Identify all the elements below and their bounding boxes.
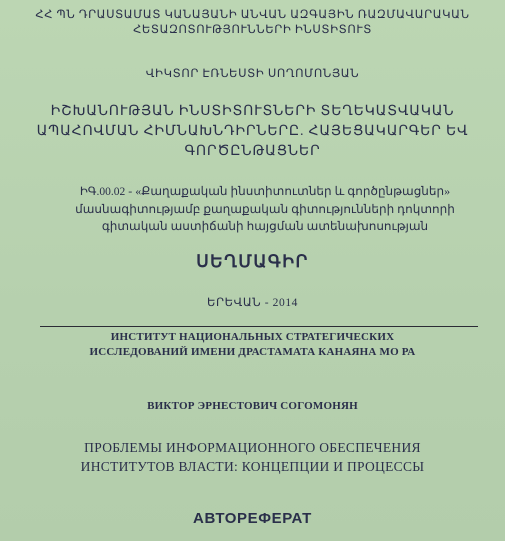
russian-institution [0, 330, 505, 360]
russian-title-line: ИНСТИТУТОВ ВЛАСТИ: КОНЦЕПЦИИ И ПРОЦЕССЫ [80, 459, 425, 474]
armenian-specialty [60, 183, 470, 235]
russian-abstract-label: АВТОРЕФЕРАТ [193, 510, 312, 527]
russian-author-name: ВИКТОР ЭРНЕСТОВИЧ СОГОМОНЯН [147, 400, 358, 412]
russian-institution-line: ИССЛЕДОВАНИЙ ИМЕНИ ДРАСТАМАТА КАНАЯНА МО РА [89, 346, 416, 358]
specialty-code: ԻԳ.00.02 [79, 186, 126, 198]
armenian-specialty-line [60, 183, 470, 201]
armenian-abstract-label: ՍԵՂՄԱԳԻՐ [196, 252, 309, 271]
russian-title [0, 438, 505, 476]
armenian-author-name: ՎԻԿՏՈՐ ԷՌՆԵՍՏԻ ՍՈՂՈՄՈՆՅԱՆ [145, 68, 360, 80]
armenian-title [0, 102, 505, 162]
armenian-institution-line: ՀԵՏԱԶՈՏՈՒԹՅՈՒՆՆԵՐԻ ԻՆՍՏԻՏՈՒՏ [133, 24, 372, 36]
armenian-institution [0, 8, 505, 38]
armenian-institution-line: ՀՀ ՊՆ ԴՐԱՍՏԱՄԱՏ ԿԱՆԱՅԱՆԻ ԱՆՎԱՆ ԱԶԳԱՅԻՆ ՌԱԶՄԱՎԱՐԱԿԱՆ [35, 9, 470, 21]
armenian-title-line: ԳՈՐԾԸՆԹԱՑՆԵՐ [184, 144, 321, 159]
russian-title-line: ПРОБЛЕМЫ ИНФОРМАЦИОННОГО ОБЕСПЕЧЕНИЯ [84, 440, 421, 455]
armenian-title-line: ԱՊԱՀՈՎՄԱՆ ՀԻՄՆԱԽՆԴԻՐՆԵՐԸ. ՀԱՅԵՑԱԿԱՐԳԵՐ ԵՎ [36, 124, 469, 139]
armenian-city-year: ԵՐԵՎԱՆ - 2014 [206, 297, 299, 309]
russian-institution-line: ИНСТИТУТ НАЦИОНАЛЬНЫХ СТРАТЕГИЧЕСКИХ [110, 331, 395, 343]
divider-line [40, 326, 478, 327]
armenian-title-line: ԻՇԽԱՆՈՒԹՅԱՆ ԻՆՍՏԻՏՈՒՏՆԵՐԻ ՏԵՂԵԿԱՏՎԱԿԱՆ [50, 104, 455, 119]
specialty-name: - «Քաղաքական ինստիտուտներ և գործընթացներ» [128, 184, 451, 198]
armenian-specialty-line: գիտական աստիճանի հայցման ատենախոսության [101, 219, 429, 233]
armenian-specialty-line: մասնագիտությամբ քաղաքական գիտությունների դոկտորի [75, 202, 455, 216]
